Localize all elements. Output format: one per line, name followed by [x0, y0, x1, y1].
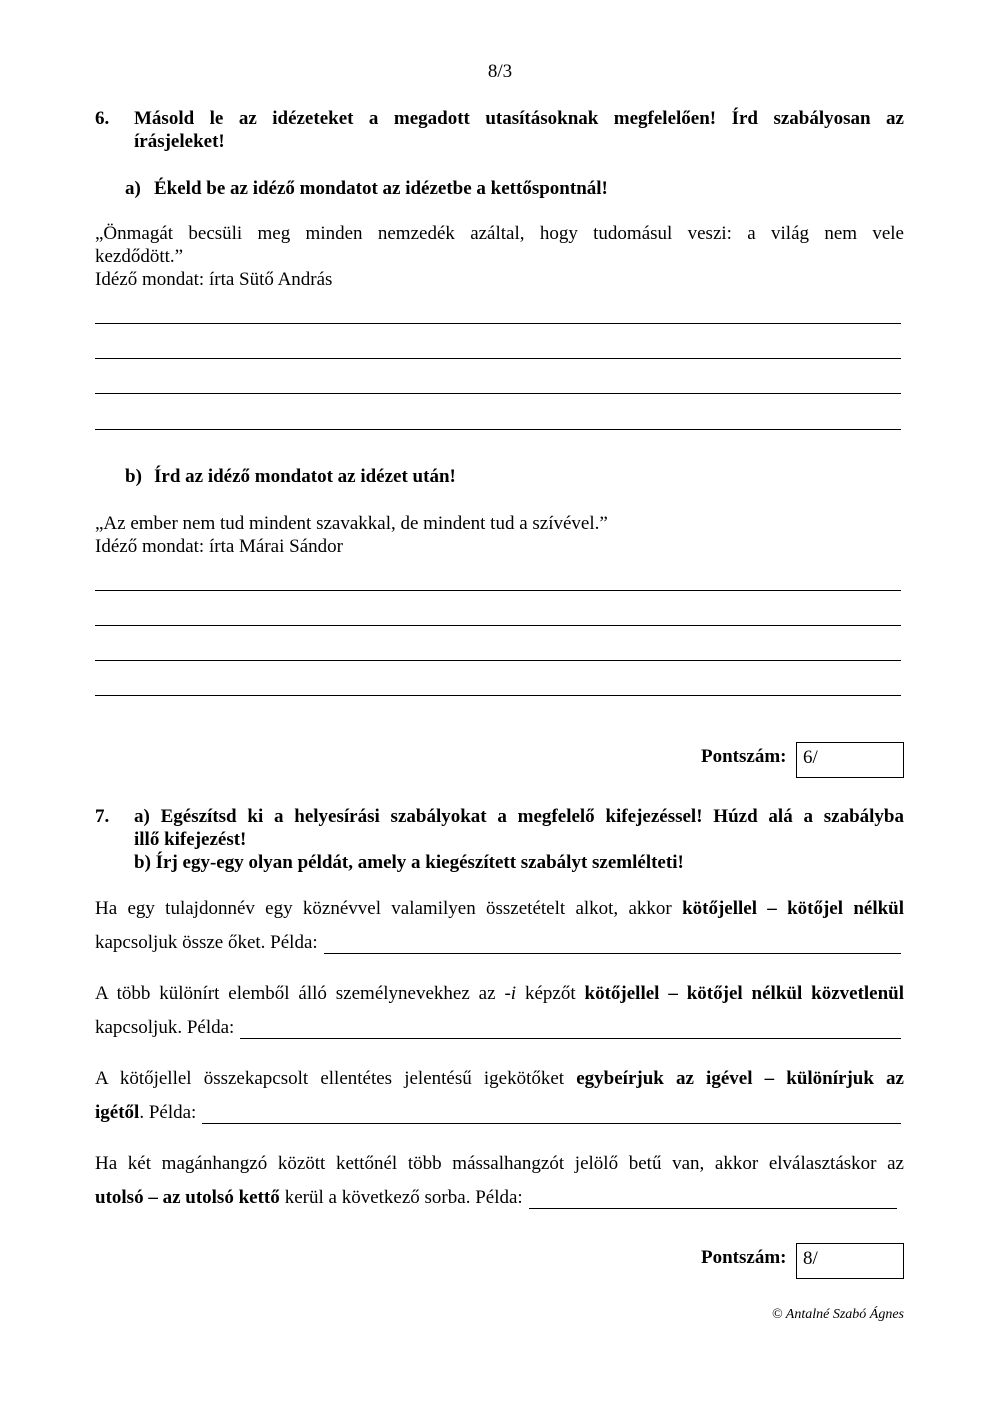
rule1-line1	[95, 897, 904, 920]
rule2-line2	[95, 1016, 901, 1039]
task6-score-box[interactable]: 6/	[796, 742, 904, 778]
task6-number: 6.	[95, 108, 110, 129]
answer-line-6a-1[interactable]	[95, 323, 901, 324]
task6-title-line1: Másold le az idézeteket a megadott utasításoknak megfelelően! Írd szabályosan az	[134, 108, 904, 129]
rule4-example-blank[interactable]	[529, 1190, 897, 1209]
rule2-example-blank[interactable]	[240, 1020, 901, 1039]
task6-title-line2: írásjeleket!	[134, 131, 225, 152]
task7-b-line: b) Írj egy-egy olyan példát, amely a kiegészített szabályt szemlélteti!	[134, 852, 684, 873]
task6b-label: b)	[125, 466, 142, 487]
rule4-line1: Ha két magánhangzó között kettőnél több mássalhangzót jelölő betű van, akkor elválasztáskor az	[95, 1153, 904, 1174]
rule3-post: . Példa:	[139, 1102, 197, 1123]
copyright: © Antalné Szabó Ágnes	[771, 1307, 904, 1322]
rule2-line1	[95, 982, 904, 1005]
rule3-example-blank[interactable]	[202, 1105, 901, 1124]
rule1-example-blank[interactable]	[324, 935, 901, 954]
rule2-options[interactable]: kötőjellel – kötőjel nélkül közvetlenül	[584, 983, 905, 1004]
rule3-options-part1[interactable]: egybeírjuk az igével – különírjuk az	[576, 1068, 904, 1089]
rule1-pre: Ha egy tulajdonnév egy köznévvel valamilyen összetételt alkot, akkor	[95, 898, 672, 919]
rule2-pre: A több különírt elemből álló személynevekhez az	[95, 983, 496, 1004]
rule3-pre: A kötőjellel összekapcsolt ellentétes jelentésű igekötőket	[95, 1068, 565, 1089]
page-number: 8/3	[487, 61, 513, 82]
rule1-line2	[95, 931, 901, 954]
rule3-line1	[95, 1067, 904, 1090]
rule3-options-part2[interactable]: igétől	[95, 1102, 140, 1123]
rule2-mid: képzőt	[524, 983, 576, 1004]
answer-line-6a-4[interactable]	[95, 429, 901, 430]
answer-line-6b-3[interactable]	[95, 660, 901, 661]
task6b-quote: „Az ember nem tud mindent szavakkal, de mindent tud a szívével.”	[95, 513, 608, 534]
answer-line-6a-2[interactable]	[95, 358, 901, 359]
rule2-post: kapcsoljuk. Példa:	[95, 1017, 235, 1038]
answer-line-6a-3[interactable]	[95, 393, 901, 394]
answer-line-6b-1[interactable]	[95, 590, 901, 591]
rule4-options[interactable]: utolsó – az utolsó kettő	[95, 1187, 280, 1208]
task7-number: 7.	[95, 806, 110, 827]
task6a-quote-line1: „Önmagát becsüli meg minden nemzedék azáltal, hogy tudomásul veszi: a világ nem vele	[95, 223, 904, 244]
task6a-instruction: Ékeld be az idéző mondatot az idézetbe a kettőspontnál!	[154, 178, 608, 199]
rule4-line2	[95, 1186, 897, 1209]
task7-a-line2: illő kifejezést!	[134, 829, 247, 850]
task7-a-line1: a) Egészítsd ki a helyesírási szabályokat a megfelelő kifejezéssel! Húzd alá a szabályba	[134, 806, 904, 827]
task7-score-label: Pontszám:	[701, 1247, 787, 1268]
task6b-speaker: Idéző mondat: írta Márai Sándor	[95, 536, 343, 557]
task6a-quote-line2: kezdődött.”	[95, 246, 184, 267]
rule4-post: kerül a következő sorba. Példa:	[284, 1187, 523, 1208]
task6-score-label: Pontszám:	[701, 746, 787, 767]
task6a-speaker: Idéző mondat: írta Sütő András	[95, 269, 333, 290]
rule1-options[interactable]: kötőjellel – kötőjel nélkül	[682, 898, 905, 919]
rule3-line2	[95, 1101, 901, 1124]
task7-score-box[interactable]: 8/	[796, 1243, 904, 1279]
task6a-label: a)	[125, 178, 141, 199]
rule1-post: kapcsoljuk össze őket. Példa:	[95, 932, 318, 953]
rule2-suffix: -i	[504, 983, 517, 1004]
answer-line-6b-4[interactable]	[95, 695, 901, 696]
answer-line-6b-2[interactable]	[95, 625, 901, 626]
task6b-instruction: Írd az idéző mondatot az idézet után!	[154, 466, 456, 487]
